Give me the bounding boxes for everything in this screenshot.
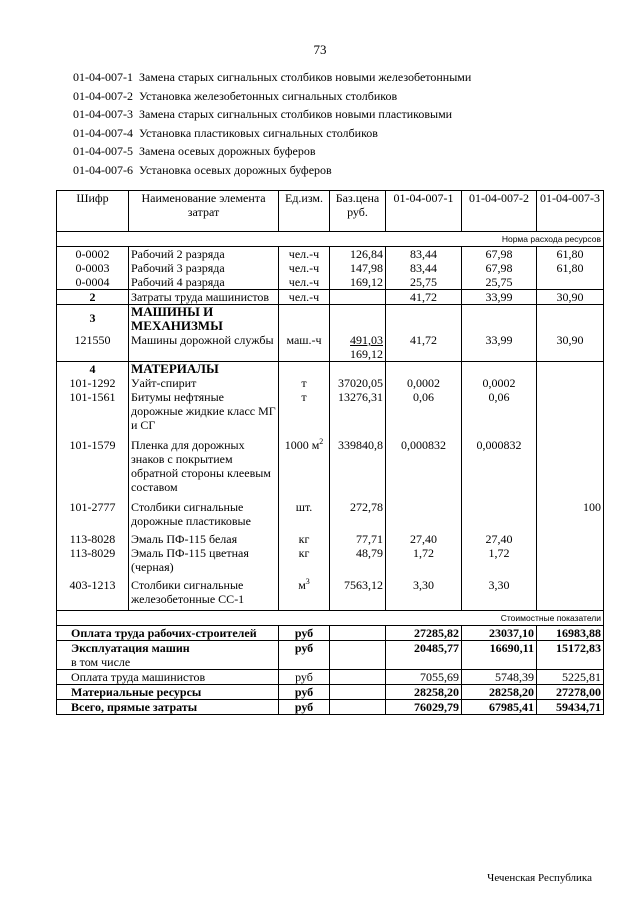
cell-v3 — [537, 390, 604, 438]
cell-unit: шт. — [279, 500, 330, 532]
cell-name: Пленка для дорожных знаков с покрытием обратной стороны клеевым составом — [129, 438, 279, 500]
cell-v3 — [537, 578, 604, 611]
total-v1: 20485,77 — [386, 641, 462, 670]
cell-price: 339840,8 — [330, 438, 386, 500]
code-list-item — [67, 142, 471, 161]
table-row — [57, 532, 604, 546]
cell-name: Рабочий 2 разряда — [129, 247, 279, 262]
header-name: Наименование элемента затрат — [129, 191, 279, 232]
cell-v1: 1,72 — [386, 546, 462, 578]
total-unit: руб — [279, 700, 330, 715]
cell-v1: 0,000832 — [386, 438, 462, 500]
section-row — [57, 305, 604, 334]
total-unit: руб — [279, 626, 330, 641]
cell-price: 7563,12 — [330, 578, 386, 611]
cell-code: 2 — [57, 290, 129, 305]
table-row — [57, 275, 604, 290]
table-row — [57, 500, 604, 532]
cell-name: Машины дорожной службы — [129, 333, 279, 362]
cell-name: Рабочий 4 разряда — [129, 275, 279, 290]
unit-text: 1000 м — [284, 438, 320, 452]
code-list-item — [67, 68, 471, 87]
total-v3: 59434,71 — [537, 700, 604, 715]
cell-unit — [279, 438, 330, 500]
code-name: Установка железобетонных сигнальных столбиков — [139, 88, 398, 103]
code-list-item — [67, 105, 471, 124]
cell-name: Битумы нефтяные дорожные жидкие класс МГ и СГ — [129, 390, 279, 438]
unit-superscript: 2 — [319, 437, 324, 446]
cell-name: Столбики сигнальные дорожные пластиковые — [129, 500, 279, 532]
cell-name: Эмаль ПФ-115 белая — [129, 532, 279, 546]
cell-unit: чел.-ч — [279, 261, 330, 275]
total-row — [57, 700, 604, 715]
total-v3: 15172,83 — [537, 641, 604, 670]
cell-v3 — [537, 532, 604, 546]
cell-v3: 100 — [537, 500, 604, 532]
total-name: Оплата труда машинистов — [57, 670, 279, 685]
table-row — [57, 333, 604, 362]
total-v3: 27278,00 — [537, 685, 604, 700]
cell-unit: чел.-ч — [279, 275, 330, 290]
cell-v2: 27,40 — [462, 532, 537, 546]
total-row — [57, 626, 604, 641]
unit-text: м — [298, 578, 306, 592]
cell-v1: 25,75 — [386, 275, 462, 290]
total-v2: 5748,39 — [462, 670, 537, 685]
code-name: Установка осевых дорожных буферов — [139, 162, 332, 177]
cell-price: 272,78 — [330, 500, 386, 532]
cell-unit: кг — [279, 532, 330, 546]
total-row — [57, 670, 604, 685]
cell-price: 37020,05 — [330, 376, 386, 390]
table-row — [57, 578, 604, 611]
cell-v2: 33,99 — [462, 290, 537, 305]
total-v1: 27285,82 — [386, 626, 462, 641]
cell-v1: 83,44 — [386, 247, 462, 262]
cell-name: Столбики сигнальные железобетонные СС-1 — [129, 578, 279, 611]
total-row — [57, 641, 604, 670]
cell-code: 121550 — [57, 333, 129, 362]
resource-table — [56, 190, 604, 715]
price-top: 491,03 — [350, 333, 383, 347]
cell-v3 — [537, 376, 604, 390]
cell-code: 113-8029 — [57, 546, 129, 578]
total-v3: 16983,88 — [537, 626, 604, 641]
cell-unit: маш.-ч — [279, 333, 330, 362]
cell-price: 48,79 — [330, 546, 386, 578]
cell-code: 0-0003 — [57, 261, 129, 275]
code-name: Установка пластиковых сигнальных столбиков — [139, 125, 378, 140]
cell-v3: 30,90 — [537, 290, 604, 305]
table-header — [57, 191, 604, 232]
cell-unit: чел.-ч — [279, 247, 330, 262]
cell-v3 — [537, 546, 604, 578]
cell-v1: 41,72 — [386, 333, 462, 362]
cell-v2: 0,000832 — [462, 438, 537, 500]
code-list-item — [67, 87, 471, 106]
header-shifr: Шифр — [57, 191, 129, 232]
header-unit: Ед.изм. — [279, 191, 330, 232]
total-v1: 76029,79 — [386, 700, 462, 715]
cell-v2: 67,98 — [462, 247, 537, 262]
cell-code: 0-0004 — [57, 275, 129, 290]
total-v2: 16690,11 — [462, 641, 537, 670]
cell-v3: 61,80 — [537, 261, 604, 275]
cell-price — [330, 333, 386, 362]
total-unit: руб — [279, 685, 330, 700]
section-title: МАШИНЫ И МЕХАНИЗМЫ — [129, 305, 279, 334]
footer-region: Чеченская Республика — [487, 872, 592, 884]
cell-v3: 61,80 — [537, 247, 604, 262]
cell-v3 — [537, 438, 604, 500]
cell-v2: 67,98 — [462, 261, 537, 275]
total-name: Всего, прямые затраты — [57, 700, 279, 715]
cell-price: 13276,31 — [330, 390, 386, 438]
cell-code: 403-1213 — [57, 578, 129, 611]
table-row — [57, 546, 604, 578]
cell-unit — [279, 578, 330, 611]
total-name: Оплата труда рабочих-строителей — [57, 626, 279, 641]
cell-v3: 30,90 — [537, 333, 604, 362]
cost-label: Стоимостные показатели — [57, 611, 604, 626]
table-row — [57, 390, 604, 438]
cell-v2: 0,0002 — [462, 376, 537, 390]
cell-name: Рабочий 3 разряда — [129, 261, 279, 275]
header-col2: 01-04-007-2 — [462, 191, 537, 232]
total-v1: 7055,69 — [386, 670, 462, 685]
code: 01-04-007-4 — [73, 125, 133, 140]
page-number: 73 — [313, 42, 327, 57]
cell-code: 0-0002 — [57, 247, 129, 262]
total-name: Эксплуатация машин — [71, 641, 190, 655]
cell-code: 101-1579 — [57, 438, 129, 500]
total-name-cell — [57, 641, 279, 670]
code: 01-04-007-1 — [73, 70, 133, 84]
cell-name: Затраты труда машинистов — [129, 290, 279, 305]
section-code: 4 — [57, 362, 129, 377]
code-list-item — [67, 161, 471, 180]
code-name: Замена старых сигнальных столбиков новыми пластиковыми — [139, 107, 453, 122]
cell-v1: 41,72 — [386, 290, 462, 305]
cell-name: Эмаль ПФ-115 цветная (черная) — [129, 546, 279, 578]
cell-code: 101-2777 — [57, 500, 129, 532]
cell-unit: т — [279, 376, 330, 390]
unit-superscript: 3 — [305, 577, 310, 586]
cell-v2: 33,99 — [462, 333, 537, 362]
code: 01-04-007-2 — [73, 88, 133, 103]
header-col3: 01-04-007-3 — [537, 191, 604, 232]
cell-v2: 0,06 — [462, 390, 537, 438]
cell-code: 101-1561 — [57, 390, 129, 438]
total-v2: 28258,20 — [462, 685, 537, 700]
cell-unit: кг — [279, 546, 330, 578]
cell-v1 — [386, 500, 462, 532]
code: 01-04-007-5 — [73, 144, 133, 159]
header-price: Баз.цена руб. — [330, 191, 386, 232]
cell-v2: 3,30 — [462, 578, 537, 611]
cell-code: 101-1292 — [57, 376, 129, 390]
cell-price: 147,98 — [330, 261, 386, 275]
total-v1: 28258,20 — [386, 685, 462, 700]
code-list — [67, 68, 471, 180]
total-unit: руб — [279, 641, 330, 670]
total-note: в том числе — [71, 655, 131, 669]
code: 01-04-007-3 — [73, 107, 133, 122]
total-unit: руб — [279, 670, 330, 685]
cell-v3 — [537, 275, 604, 290]
cell-v2 — [462, 500, 537, 532]
cell-v1: 0,06 — [386, 390, 462, 438]
code-name: Замена осевых дорожных буферов — [139, 144, 316, 159]
norm-label: Норма расхода ресурсов — [57, 232, 604, 247]
cell-price: 169,12 — [330, 275, 386, 290]
total-v3: 5225,81 — [537, 670, 604, 685]
price-bottom: 169,12 — [350, 347, 383, 361]
total-row — [57, 685, 604, 700]
cell-code: 113-8028 — [57, 532, 129, 546]
total-name: Материальные ресурсы — [57, 685, 279, 700]
table-row — [57, 247, 604, 262]
cell-price: 126,84 — [330, 247, 386, 262]
cell-v1: 0,0002 — [386, 376, 462, 390]
code-list-item — [67, 124, 471, 143]
total-v2: 67985,41 — [462, 700, 537, 715]
cell-v2: 1,72 — [462, 546, 537, 578]
cell-v1: 27,40 — [386, 532, 462, 546]
table-row — [57, 290, 604, 305]
section-row — [57, 362, 604, 377]
cell-price: 77,71 — [330, 532, 386, 546]
cell-unit: чел.-ч — [279, 290, 330, 305]
cell-unit: т — [279, 390, 330, 438]
table-row — [57, 438, 604, 500]
table-row — [57, 261, 604, 275]
code-name: Замена старых сигнальных столбиков новыми железобетонными — [139, 70, 472, 84]
cell-v1: 3,30 — [386, 578, 462, 611]
header-col1: 01-04-007-1 — [386, 191, 462, 232]
cell-name: Уайт-спирит — [129, 376, 279, 390]
total-v2: 23037,10 — [462, 626, 537, 641]
section-code: 3 — [57, 305, 129, 334]
cell-v2: 25,75 — [462, 275, 537, 290]
cell-v1: 83,44 — [386, 261, 462, 275]
section-title: МАТЕРИАЛЫ — [129, 362, 279, 377]
code: 01-04-007-6 — [73, 162, 133, 177]
table-row — [57, 376, 604, 390]
